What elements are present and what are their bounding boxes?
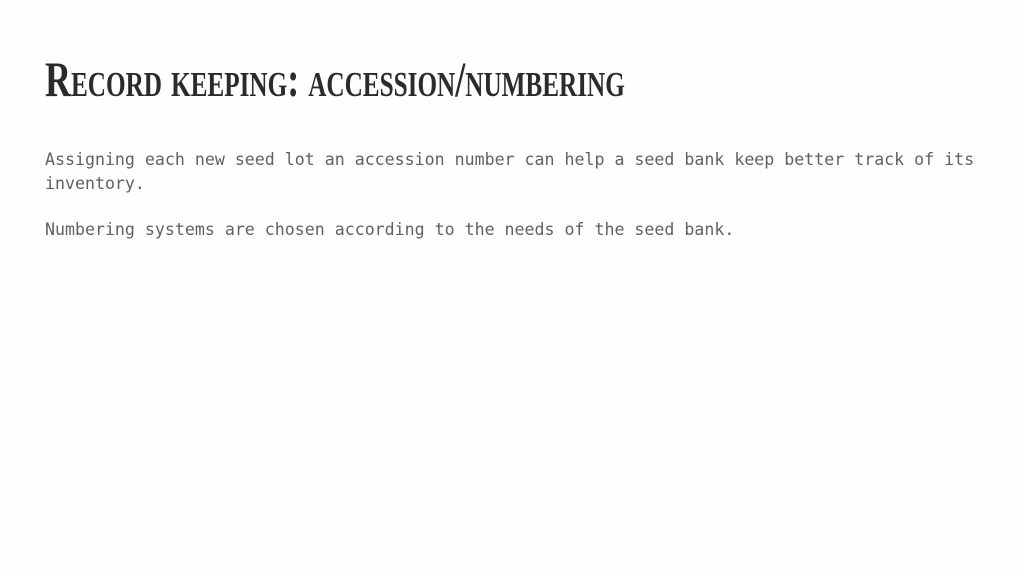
slide-title: Record keeping: accession/numbering bbox=[45, 51, 625, 107]
body-paragraph-accession: Assigning each new seed lot an accession number can help a seed bank keep better track of its inventory. bbox=[45, 150, 975, 193]
slide-body bbox=[45, 148, 985, 264]
body-paragraph-numbering-systems: Numbering systems are chosen according to the needs of the seed bank. bbox=[45, 220, 735, 239]
